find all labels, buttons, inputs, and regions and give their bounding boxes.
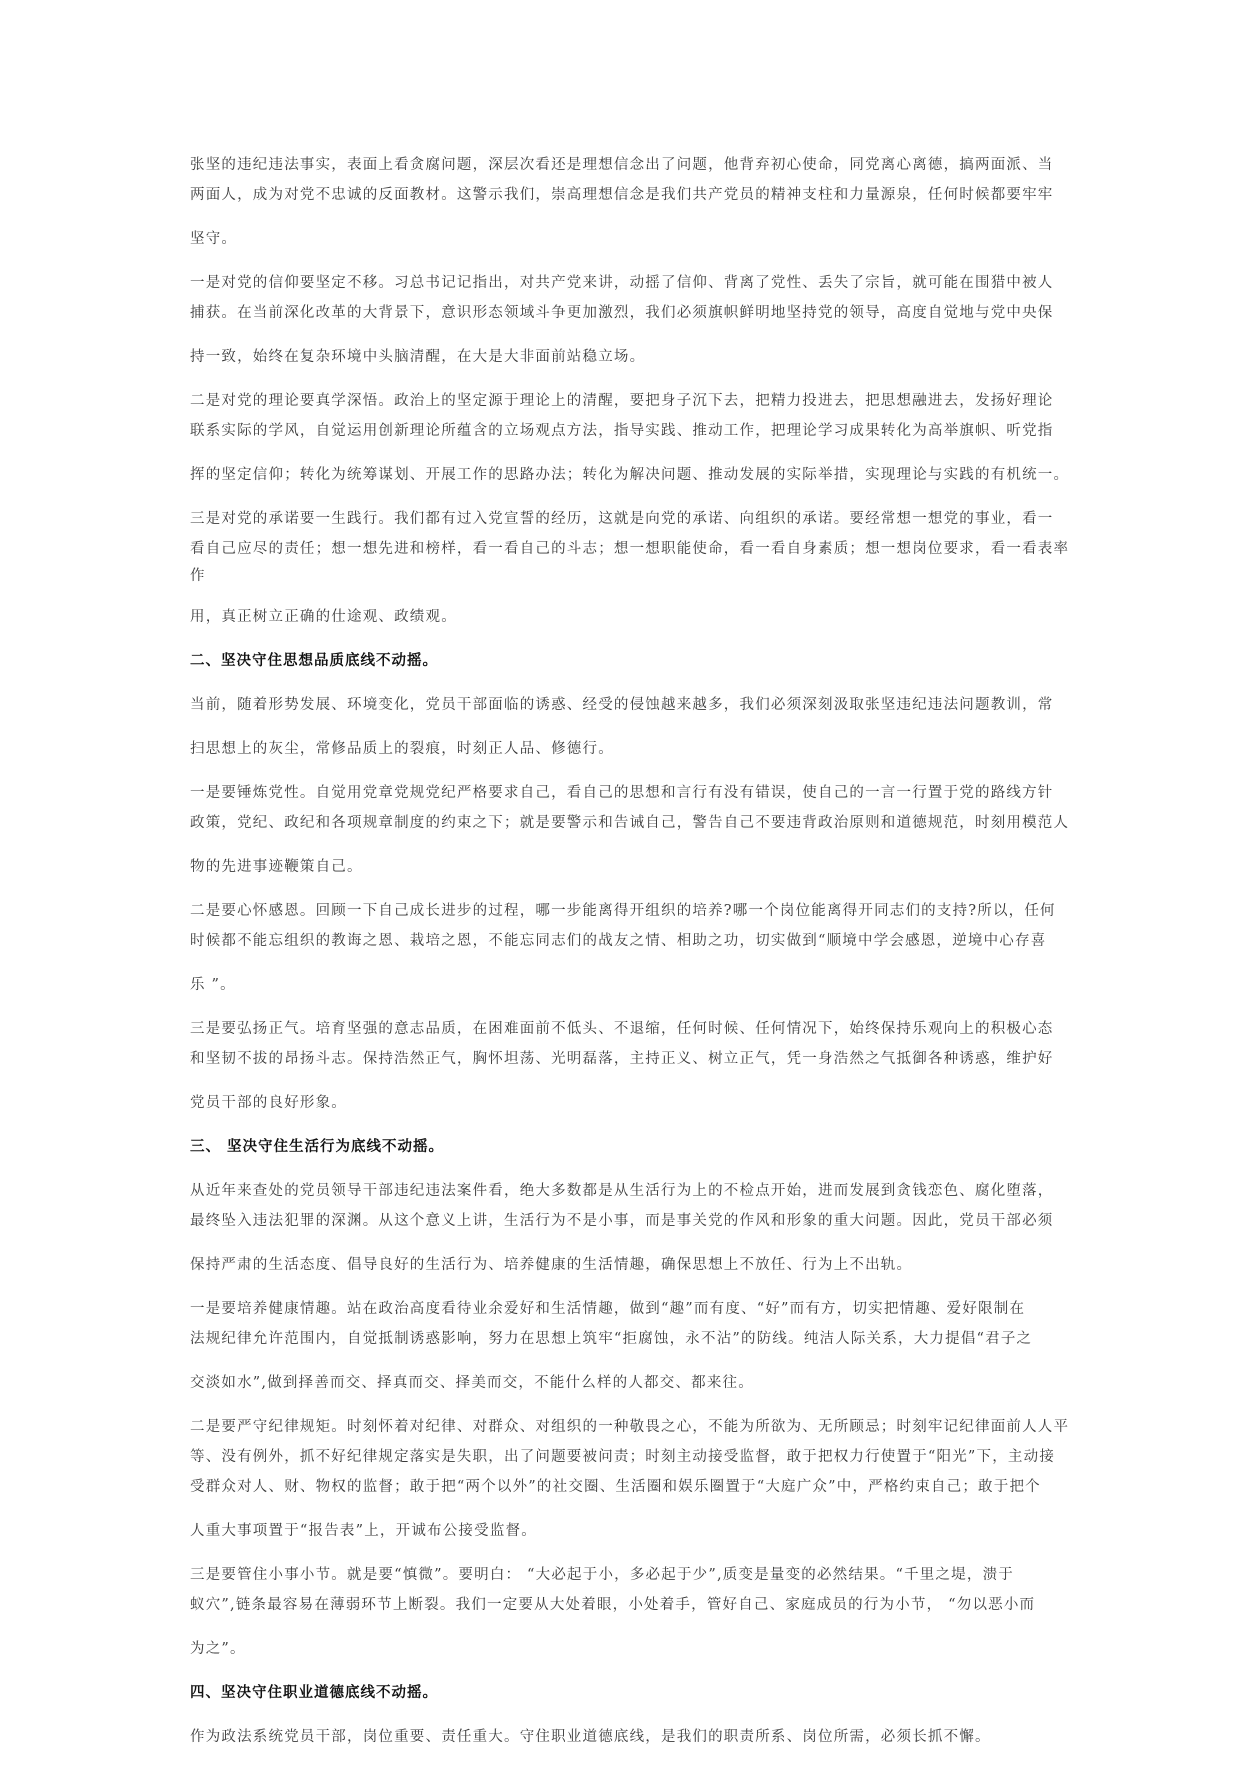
text-line: 二是要严守纪律规矩。时刻怀着对纪律、对群众、对组织的一种敬畏之心，不能为所欲为、无所顾忌；时刻牢记纪律面前人人平 xyxy=(190,1419,1070,1435)
text-line: 张坚的违纪违法事实，表面上看贪腐问题，深层次看还是理想信念出了问题，他背弃初心使命，同党离心离德，搞两面派、当 xyxy=(190,157,1054,173)
text-line: 捕获。在当前深化改革的大背景下，意识形态领域斗争更加激烈，我们必须旗帜鲜明地坚持党的领导，高度自觉地与党中央保 xyxy=(190,305,1054,321)
text-line: 党员干部的良好形象。 xyxy=(190,1095,347,1111)
paragraph-promise xyxy=(190,504,1070,632)
text-line: 联系实际的学风，自觉运用创新理论所蕴含的立场观点方法，指导实践、推动工作，把理论学习成果转化为高举旗帜、听党指 xyxy=(190,423,1054,439)
text-line: 挥的坚定信仰；转化为统筹谋划、开展工作的思路办法；转化为解决问题、推动发展的实际举措，实现理论与实践的有机统一。 xyxy=(190,467,1070,483)
text-line: 最终坠入违法犯罪的深渊。从这个意义上讲，生活行为不是小事，而是事关党的作风和形象的重大问题。因此，党员干部必须 xyxy=(190,1213,1054,1229)
paragraph-faith xyxy=(190,268,1060,372)
paragraph-gratitude xyxy=(190,896,1060,1000)
text-line: 一是要锤炼党性。自觉用党章党规党纪严格要求自己，看自己的思想和言行有没有错误，使自己的一言一行置于党的路线方针 xyxy=(190,785,1054,801)
text-line: 作为政法系统党员干部，岗位重要、责任重大。守住职业道德底线，是我们的职责所系、岗位所需，必须长抓不懈。 xyxy=(190,1729,991,1745)
text-line: 三是要弘扬正气。培育坚强的意志品质，在困难面前不低头、不退缩，任何时候、任何情况下，始终保持乐观向上的积极心态 xyxy=(190,1021,1054,1037)
text-line: 二是要心怀感恩。回顾一下自己成长进步的过程，哪一步能离得开组织的培养?哪一个岗位能离得开同志们的支持?所以，任何 xyxy=(190,903,1056,919)
text-line: 法规纪律允许范围内，自觉抵制诱惑影响，努力在思想上筑牢“拒腐蚀，永不沾”的防线。纯洁人际关系，大力提倡“君子之 xyxy=(190,1331,1033,1347)
text-line: 从近年来查处的党员领导干部违纪违法案件看，绝大多数都是从生活行为上的不检点开始，进而发展到贪钱恋色、腐化堕落， xyxy=(190,1183,1054,1199)
text-line: 时候都不能忘组织的教诲之恩、栽培之恩，不能忘同志们的战友之情、相助之功，切实做到“顺境中学会感恩，逆境中心存喜 xyxy=(190,933,1047,949)
text-line: 二是对党的理论要真学深悟。政治上的坚定源于理论上的清醒，要把身子沉下去，把精力投进去，把思想融进去，发扬好理论 xyxy=(190,393,1054,409)
text-line: 三是要管住小事小节。就是要“慎微”。要明白： “大必起于小，多必起于少”,质变是量变的必然结果。“千里之堤，溃于 xyxy=(190,1567,1014,1583)
text-line: 用，真正树立正确的仕途观、政绩观。 xyxy=(190,609,457,625)
text-line: 保持严肃的生活态度、倡导良好的生活行为、培养健康的生活情趣，确保思想上不放任、行为上不出轨。 xyxy=(190,1257,913,1273)
text-line: 蚁穴”,链条最容易在薄弱环节上断裂。我们一定要从大处着眼，小处着手，管好自己、家庭成员的行为小节， “勿以恶小而 xyxy=(190,1597,1036,1613)
section-heading-3: 三、 坚决守住生活行为底线不动摇。 xyxy=(190,1139,445,1155)
text-line: 受群众对人、财、物权的监督；敢于把“两个以外”的社交圈、生活圈和娱乐圈置于“大庭广众”中，严格约束自己；敢于把个 xyxy=(190,1479,1041,1495)
document-body xyxy=(190,150,1070,1766)
text-line: 当前，随着形势发展、环境变化，党员干部面临的诱惑、经受的侵蚀越来越多，我们必须深刻汲取张坚违纪违法问题教训，常 xyxy=(190,697,1054,713)
text-line: 人重大事项置于“报告表”上，开诚布公接受监督。 xyxy=(190,1523,537,1539)
section-heading-2: 二、坚决守住思想品质底线不动摇。 xyxy=(190,653,438,669)
paragraph-ethics xyxy=(190,1722,1060,1752)
text-line: 看自己应尽的责任；想一想先进和榜样，看一看自己的斗志；想一想职能使命，看一看自身素质；想一想岗位要求，看一看表率 xyxy=(190,541,1070,557)
paragraph-theory xyxy=(190,386,1070,490)
text-line: 为之”。 xyxy=(190,1641,246,1657)
paragraph-current xyxy=(190,690,1060,764)
section-heading-4: 四、坚决守住职业道德底线不动摇。 xyxy=(190,1685,438,1701)
paragraph-interests xyxy=(190,1294,1060,1398)
paragraph-small-things xyxy=(190,1560,1060,1664)
paragraph-party-spirit xyxy=(190,778,1070,882)
paragraph-party-lesson xyxy=(190,150,1060,254)
text-line: 一是对党的信仰要坚定不移。习总书记记指出，对共产党来讲，动摇了信仰、背离了党性、丢失了宗旨，就可能在围猎中被人 xyxy=(190,275,1054,291)
text-line: 等、没有例外，抓不好纪律规定落实是失职，出了问题要被问责；时刻主动接受监督，敢于把权力行使置于“阳光”下，主动接 xyxy=(190,1449,1056,1465)
text-line: 交淡如水”,做到择善而交、择真而交、择美而交，不能什么样的人都交、都来往。 xyxy=(190,1375,754,1391)
text-line: 三是对党的承诺要一生践行。我们都有过入党宣誓的经历，这就是向党的承诺、向组织的承诺。要经常想一想党的事业，看一 xyxy=(190,511,1054,527)
paragraph-cases xyxy=(190,1176,1060,1280)
text-line: 政策，党纪、政纪和各项规章制度的约束之下；就是要警示和告诫自己，警告自己不要违背政治原则和道德规范，时刻用模范人 xyxy=(190,815,1070,831)
text-line: 一是要培养健康情趣。站在政治高度看待业余爱好和生活情趣，做到“趣”而有度、“好”而有方，切实把情趣、爱好限制在 xyxy=(190,1301,1026,1317)
text-line: 扫思想上的灰尘，常修品质上的裂痕，时刻正人品、修德行。 xyxy=(190,741,614,757)
text-line: 和坚韧不拔的昂扬斗志。保持浩然正气，胸怀坦荡、光明磊落，主持正义、树立正气，凭一身浩然之气抵御各种诱惑，维护好 xyxy=(190,1051,1054,1067)
text-line: 物的先进事迹鞭策自己。 xyxy=(190,859,363,875)
text-line: 乐 ”。 xyxy=(190,977,236,993)
text-line: 两面人，成为对党不忠诚的反面教材。这警示我们，崇高理想信念是我们共产党员的精神支柱和力量源泉，任何时候都要牢牢 xyxy=(190,187,1054,203)
text-line: 持一致，始终在复杂环境中头脑清醒，在大是大非面前站稳立场。 xyxy=(190,349,646,365)
paragraph-discipline xyxy=(190,1412,1070,1546)
text-line: 坚守。 xyxy=(190,231,238,247)
text-line: 作 xyxy=(190,568,206,584)
paragraph-integrity xyxy=(190,1014,1060,1118)
